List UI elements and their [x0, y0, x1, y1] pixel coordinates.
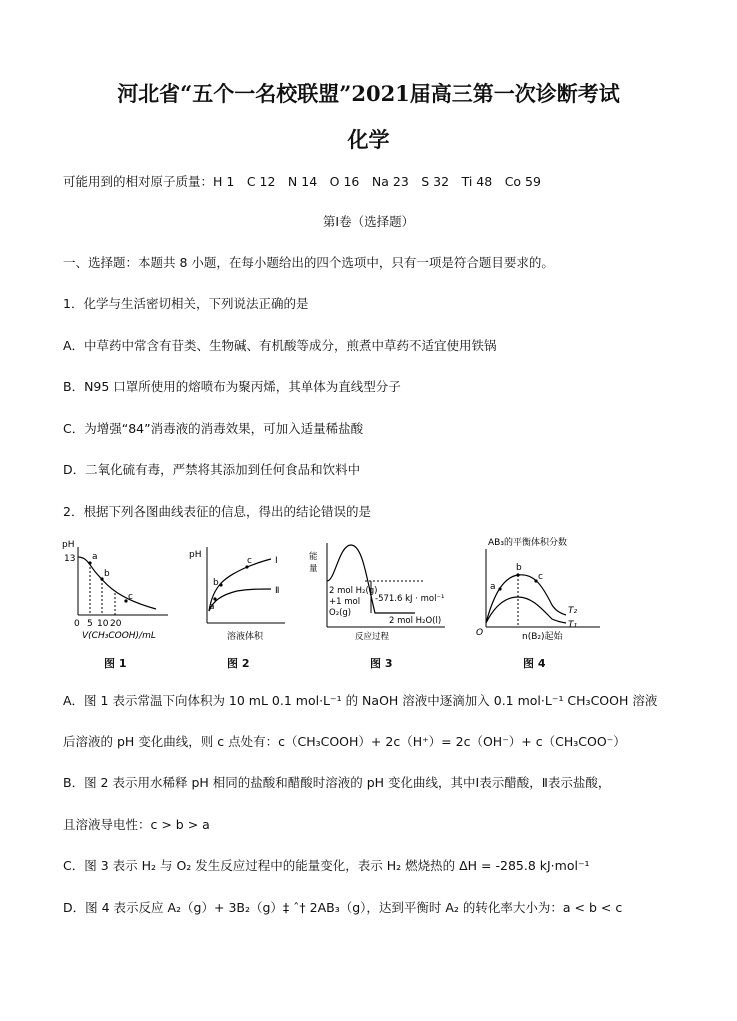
fig1-xtick-5: 5 [87, 619, 93, 629]
q1-option-b: B．N95 口罩所使用的熔喷布为聚丙烯，其单体为直线型分子 [63, 379, 401, 394]
q1-option-a: A．中草药中常含有苷类、生物碱、有机酸等成分，煎煮中草药不适宜使用铁锅 [63, 338, 497, 353]
fig4-xlabel: n(B₂)起始 [522, 632, 563, 642]
fig2-point-b: b [213, 578, 219, 588]
fig1-xlabel: V(CH₃COOH)/mL [82, 631, 156, 641]
figure-4 [470, 535, 610, 645]
figure-1-caption: 图 1 [104, 657, 127, 670]
fig3-reactant-1: 2 mol H₂(g) [329, 586, 378, 596]
fig1-point-c: c [128, 592, 133, 602]
fig1-y13: 13 [64, 554, 76, 564]
figure-1 [60, 535, 180, 645]
q2-option-c: C．图 3 表示 H₂ 与 O₂ 发生反应过程中的能量变化，表示 H₂ 燃烧热的 ΔH = -285.8 kJ·mol⁻¹ [63, 858, 590, 873]
section-title: 第Ⅰ卷（选择题） [322, 214, 415, 229]
q1-option-c: C．为增强“84”消毒液的消毒效果，可加入适量稀盐酸 [63, 421, 364, 436]
figure-4-caption: 图 4 [523, 657, 546, 670]
fig1-ylabel: pH [62, 540, 75, 550]
fig4-origin: O [476, 628, 484, 638]
fig4-curve-t2: T₂ [568, 606, 578, 616]
fig3-ylabel-1: 能 [309, 552, 318, 562]
fig3-delta: -571.6 kJ · mol⁻¹ [375, 594, 445, 604]
q2-option-b-line2: 且溶液导电性：c > b > a [63, 817, 210, 832]
fig3-xlabel: 反应过程 [355, 632, 390, 642]
fig4-ylabel: AB₃的平衡体积分数 [488, 538, 567, 548]
fig2-curve-1: Ⅰ [275, 556, 278, 566]
q2-stem: 2．根据下列各图曲线表征的信息，得出的结论错误的是 [63, 504, 371, 519]
figure-2-caption: 图 2 [227, 657, 250, 670]
fig2-ylabel: pH [189, 550, 202, 560]
atomic-masses: 可能用到的相对原子质量：H 1 C 12 N 14 O 16 Na 23 S 32 Ti 48 Co 59 [63, 174, 541, 189]
figure-3 [305, 535, 455, 645]
fig1-xtick-0: 0 [74, 619, 80, 629]
fig2-curve-2: Ⅱ [275, 586, 280, 596]
exam-title: 河北省“五个一名校联盟”2021届高三第一次诊断考试 [117, 81, 620, 106]
fig3-ylabel-2: 量 [309, 564, 318, 574]
figure-2 [185, 535, 295, 645]
q2-option-d: D．图 4 表示反应 A₂（g）+ 3B₂（g）‡ ˆ† 2AB₃（g），达到平衡时 A₂ 的转化率大小为：a < b < c [63, 900, 623, 915]
fig3-product: 2 mol H₂O(l) [389, 616, 442, 626]
instructions: 一、选择题：本题共 8 小题，在每小题给出的四个选项中，只有一项是符合题目要求的。 [63, 255, 554, 270]
q2-option-a-line2: 后溶液的 pH 变化曲线，则 c 点处有：c（CH₃COOH）+ 2c（H⁺）= 2c（OH⁻）+ c（CH₃COO⁻） [63, 734, 626, 749]
q1-stem: 1．化学与生活密切相关，下列说法正确的是 [63, 296, 309, 311]
fig4-curve-t1: T₁ [568, 620, 578, 630]
fig3-reactant-2: +1 mol [329, 597, 361, 607]
q2-option-b-line1: B．图 2 表示用水稀释 pH 相同的盐酸和醋酸时溶液的 pH 变化曲线，其中Ⅰ表示醋酸，Ⅱ表示盐酸， [63, 775, 611, 790]
fig2-point-a: a [209, 602, 215, 612]
fig2-xlabel: 溶液体积 [227, 632, 264, 642]
fig4-point-a: a [490, 582, 496, 592]
figure-3-caption: 图 3 [370, 657, 393, 670]
exam-subject: 化学 [347, 127, 390, 152]
q2-option-a-line1: A．图 1 表示常温下向体积为 10 mL 0.1 mol·L⁻¹ 的 NaOH 溶液中逐滴加入 0.1 mol·L⁻¹ CH₃COOH 溶液 [63, 693, 658, 708]
fig1-xtick-10: 10 [97, 619, 109, 629]
fig3-reactant-3: O₂(g) [329, 608, 352, 618]
fig4-point-c: c [538, 572, 543, 582]
fig4-point-b: b [516, 563, 522, 573]
q1-option-d: D．二氧化硫有毒，严禁将其添加到任何食品和饮料中 [63, 462, 361, 477]
fig1-point-a: a [92, 552, 98, 562]
fig1-xtick-20: 20 [110, 619, 122, 629]
fig1-point-b: b [104, 569, 110, 579]
fig2-point-c: c [247, 556, 252, 566]
